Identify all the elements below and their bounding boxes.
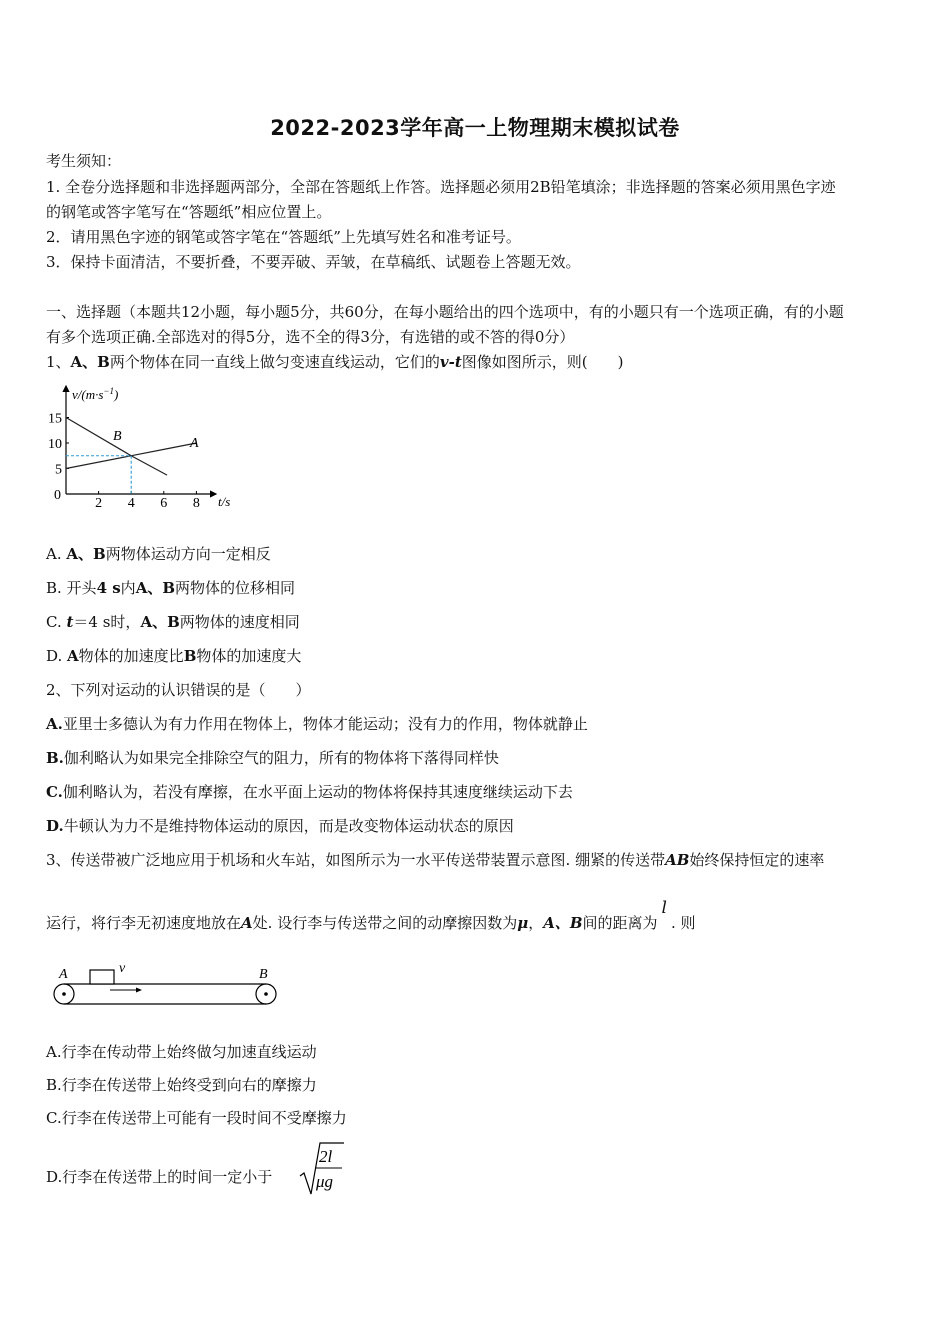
q1-option-a-letter: A. [46,545,67,563]
q3-stem-l: l [661,898,667,918]
q1-number: 1、 [46,353,71,371]
q3-option-a-letter: A. [46,1043,62,1061]
q2-option-d[interactable] [46,815,514,836]
series-lines [66,418,196,495]
q3-stem-line2-b: 处. 设行李与传送带之间的动摩擦因数为 [252,914,518,932]
q3-option-c[interactable] [46,1107,347,1128]
section-heading-line1: 一、选择题（本题共12小题，每小题5分，共60分，在每小题给出的四个选项中，有的小题只有一个选项正确，有的小题 [46,303,844,321]
q3-option-b-text: 行李在传送带上始终受到向右的摩擦力 [61,1076,317,1094]
q1-option-c[interactable] [46,611,300,632]
q1-stem-text: 两个物体在同一直线上做匀变速直线运动，它们的 [109,353,440,371]
q3-option-b[interactable] [46,1074,317,1095]
q1-vt: v-t [439,353,462,371]
q3-option-c-text: 行李在传送带上可能有一段时间不受摩擦力 [61,1109,347,1127]
q3-stem-line1 [46,849,824,870]
q2-option-b-letter: B. [46,749,64,767]
q3-stem-mu: μ [517,914,529,932]
y-axis-label [72,386,118,402]
x-tick-label: 4 [127,496,135,511]
tick-labels [48,412,200,512]
label-b: B [259,967,268,982]
q3-option-a-text: 行李在传动带上始终做匀加速直线运动 [61,1043,317,1061]
q1-ab: A、B [70,353,110,371]
q1-option-a-bold: A、B [66,545,106,563]
label-a: A [59,967,68,982]
q3-option-d-letter: D. [46,1168,63,1186]
q2-option-b-text: 伽利略认为如果完全排除空气的阻力，所有的物体将下落得同样快 [63,749,499,767]
velocity-arrowhead [136,988,142,993]
q3-option-b-letter: B. [46,1076,62,1094]
q1-option-b-bold2: A、B [135,579,176,597]
q1-option-d-bold: A [67,647,79,665]
q1-option-b-text2: 两物体的位移相同 [175,579,296,597]
q2-option-c-text: 伽利略认为，若没有摩擦，在水平面上运动的物体将保持其速度继续运动下去 [62,783,573,801]
conveyor-diagram [50,958,282,1010]
q1-option-c-text: ＝4 s时， [73,613,141,631]
q1-option-a-text: 两物体运动方向一定相反 [105,545,271,563]
q3-stem-line2-a: 运行，将行李无初速度地放在 [46,914,242,932]
q1-option-d-bold2: B [183,647,197,665]
q1-option-d-letter: D. [46,647,68,665]
q1-option-a[interactable] [46,543,271,564]
section-heading-line2: 有多个选项正确.全部选对的得5分，选不全的得3分，有选错的或不答的得0分） [46,328,575,346]
q3-stem-line2-e: . 则 [670,914,696,932]
q3-option-d[interactable] [46,1166,272,1187]
y-axis-label-exp: −1 [103,386,114,396]
y-axis-label-close: ) [114,387,119,402]
y-axis-label-text: v/(m·s [72,387,104,402]
sqrt-formula [298,1140,346,1198]
q1-option-b-letter: B. 开头 [46,579,97,597]
y-tick-label: 10 [48,437,62,452]
q2-option-b[interactable] [46,747,499,768]
x-axis-label: t/s [218,494,231,509]
q3-option-d-text: 行李在传送带上的时间一定小于 [62,1168,273,1186]
q1-option-d-text: 物体的加速度比 [78,647,184,665]
q2-option-c[interactable] [46,781,573,802]
q2-option-c-letter: C. [46,783,63,801]
notice-item-2: 2．请用黑色字迹的钢笔或答字笔在“答题纸”上先填写姓名和准考证号。 [46,228,521,246]
q1-stem-end: 图像如图所示，则( ) [461,353,624,371]
q1-stem [46,352,623,372]
q2-option-d-letter: D. [46,817,64,835]
q3-option-a[interactable] [46,1041,317,1062]
notice-item-1: 1. 全卷分选择题和非选择题两部分，全部在答题纸上作答。选择题必须用2B铅笔填涂；非选择题的答案必须用黑色字迹 [46,178,836,196]
q1-option-c-letter: C. [46,613,67,631]
y-tick-label: 5 [55,462,62,478]
q3-stem-point-a: A [241,914,253,932]
q3-stem-line2 [46,898,696,933]
q1-option-c-bold2: A、B [140,613,180,631]
q3-option-c-letter: C. [46,1109,62,1127]
label-v: v [119,961,126,976]
q1-option-d-text2: 物体的加速度大 [196,647,302,665]
x-tick-label: 8 [192,496,200,511]
series-label-b: B [113,429,122,444]
q1-option-b[interactable] [46,577,295,598]
q3-stem-ab: AB [665,851,690,869]
q2-option-a-letter: A. [46,715,63,733]
fraction-numerator: 2l [319,1147,333,1166]
q3-stem-line2-d: 间的距离为 [582,914,658,932]
luggage-box [90,970,114,984]
q1-option-c-bold: t [66,613,74,631]
q3-stem-line2-c: ， [528,914,544,932]
q2-option-a[interactable] [46,713,588,734]
origin-label: 0 [54,488,61,503]
notice-heading: 考生须知： [46,152,122,170]
page-title: 2022-2023学年高一上物理期末模拟试卷 [270,116,680,140]
q2-stem: 2、下列对运动的认识错误的是（ ） [46,681,311,699]
q2-option-a-text: 亚里士多德认为有力作用在物体上，物体才能运动；没有力的作用，物体就静止 [62,715,588,733]
notice-item-3: 3．保持卡面清洁，不要折叠，不要弄破、弄皱，在草稿纸、试题卷上答题无效。 [46,253,581,271]
q2-option-d-text: 牛顿认为力不是维持物体运动的原因，而是改变物体运动状态的原因 [63,817,514,835]
x-tick-label: 2 [95,496,103,511]
right-roller-axle [264,992,268,996]
left-roller-axle [62,992,66,996]
q1-option-c-text2: 两物体的速度相同 [179,613,300,631]
q1-option-b-text: 内 [120,579,136,597]
vt-graph [46,380,246,516]
q1-option-d[interactable] [46,645,301,666]
series-label-a: A [190,436,199,451]
q1-option-b-bold: 4 s [96,579,121,597]
q3-stem-ab-points: A、B [543,914,583,932]
x-tick-label: 6 [160,496,168,511]
q3-stem-line1-pre: 3、传送带被广泛地应用于机场和火车站，如图所示为一水平传送带装置示意图. 绷紧的传送带 [46,851,666,869]
fraction-denominator: μg [316,1172,334,1191]
notice-item-1-cont: 的钢笔或答字笔写在“答题纸”相应位置上。 [46,203,332,221]
q3-stem-line1-post: 始终保持恒定的速率 [689,851,825,869]
series-line-b [66,418,167,476]
y-tick-label: 15 [48,411,62,427]
